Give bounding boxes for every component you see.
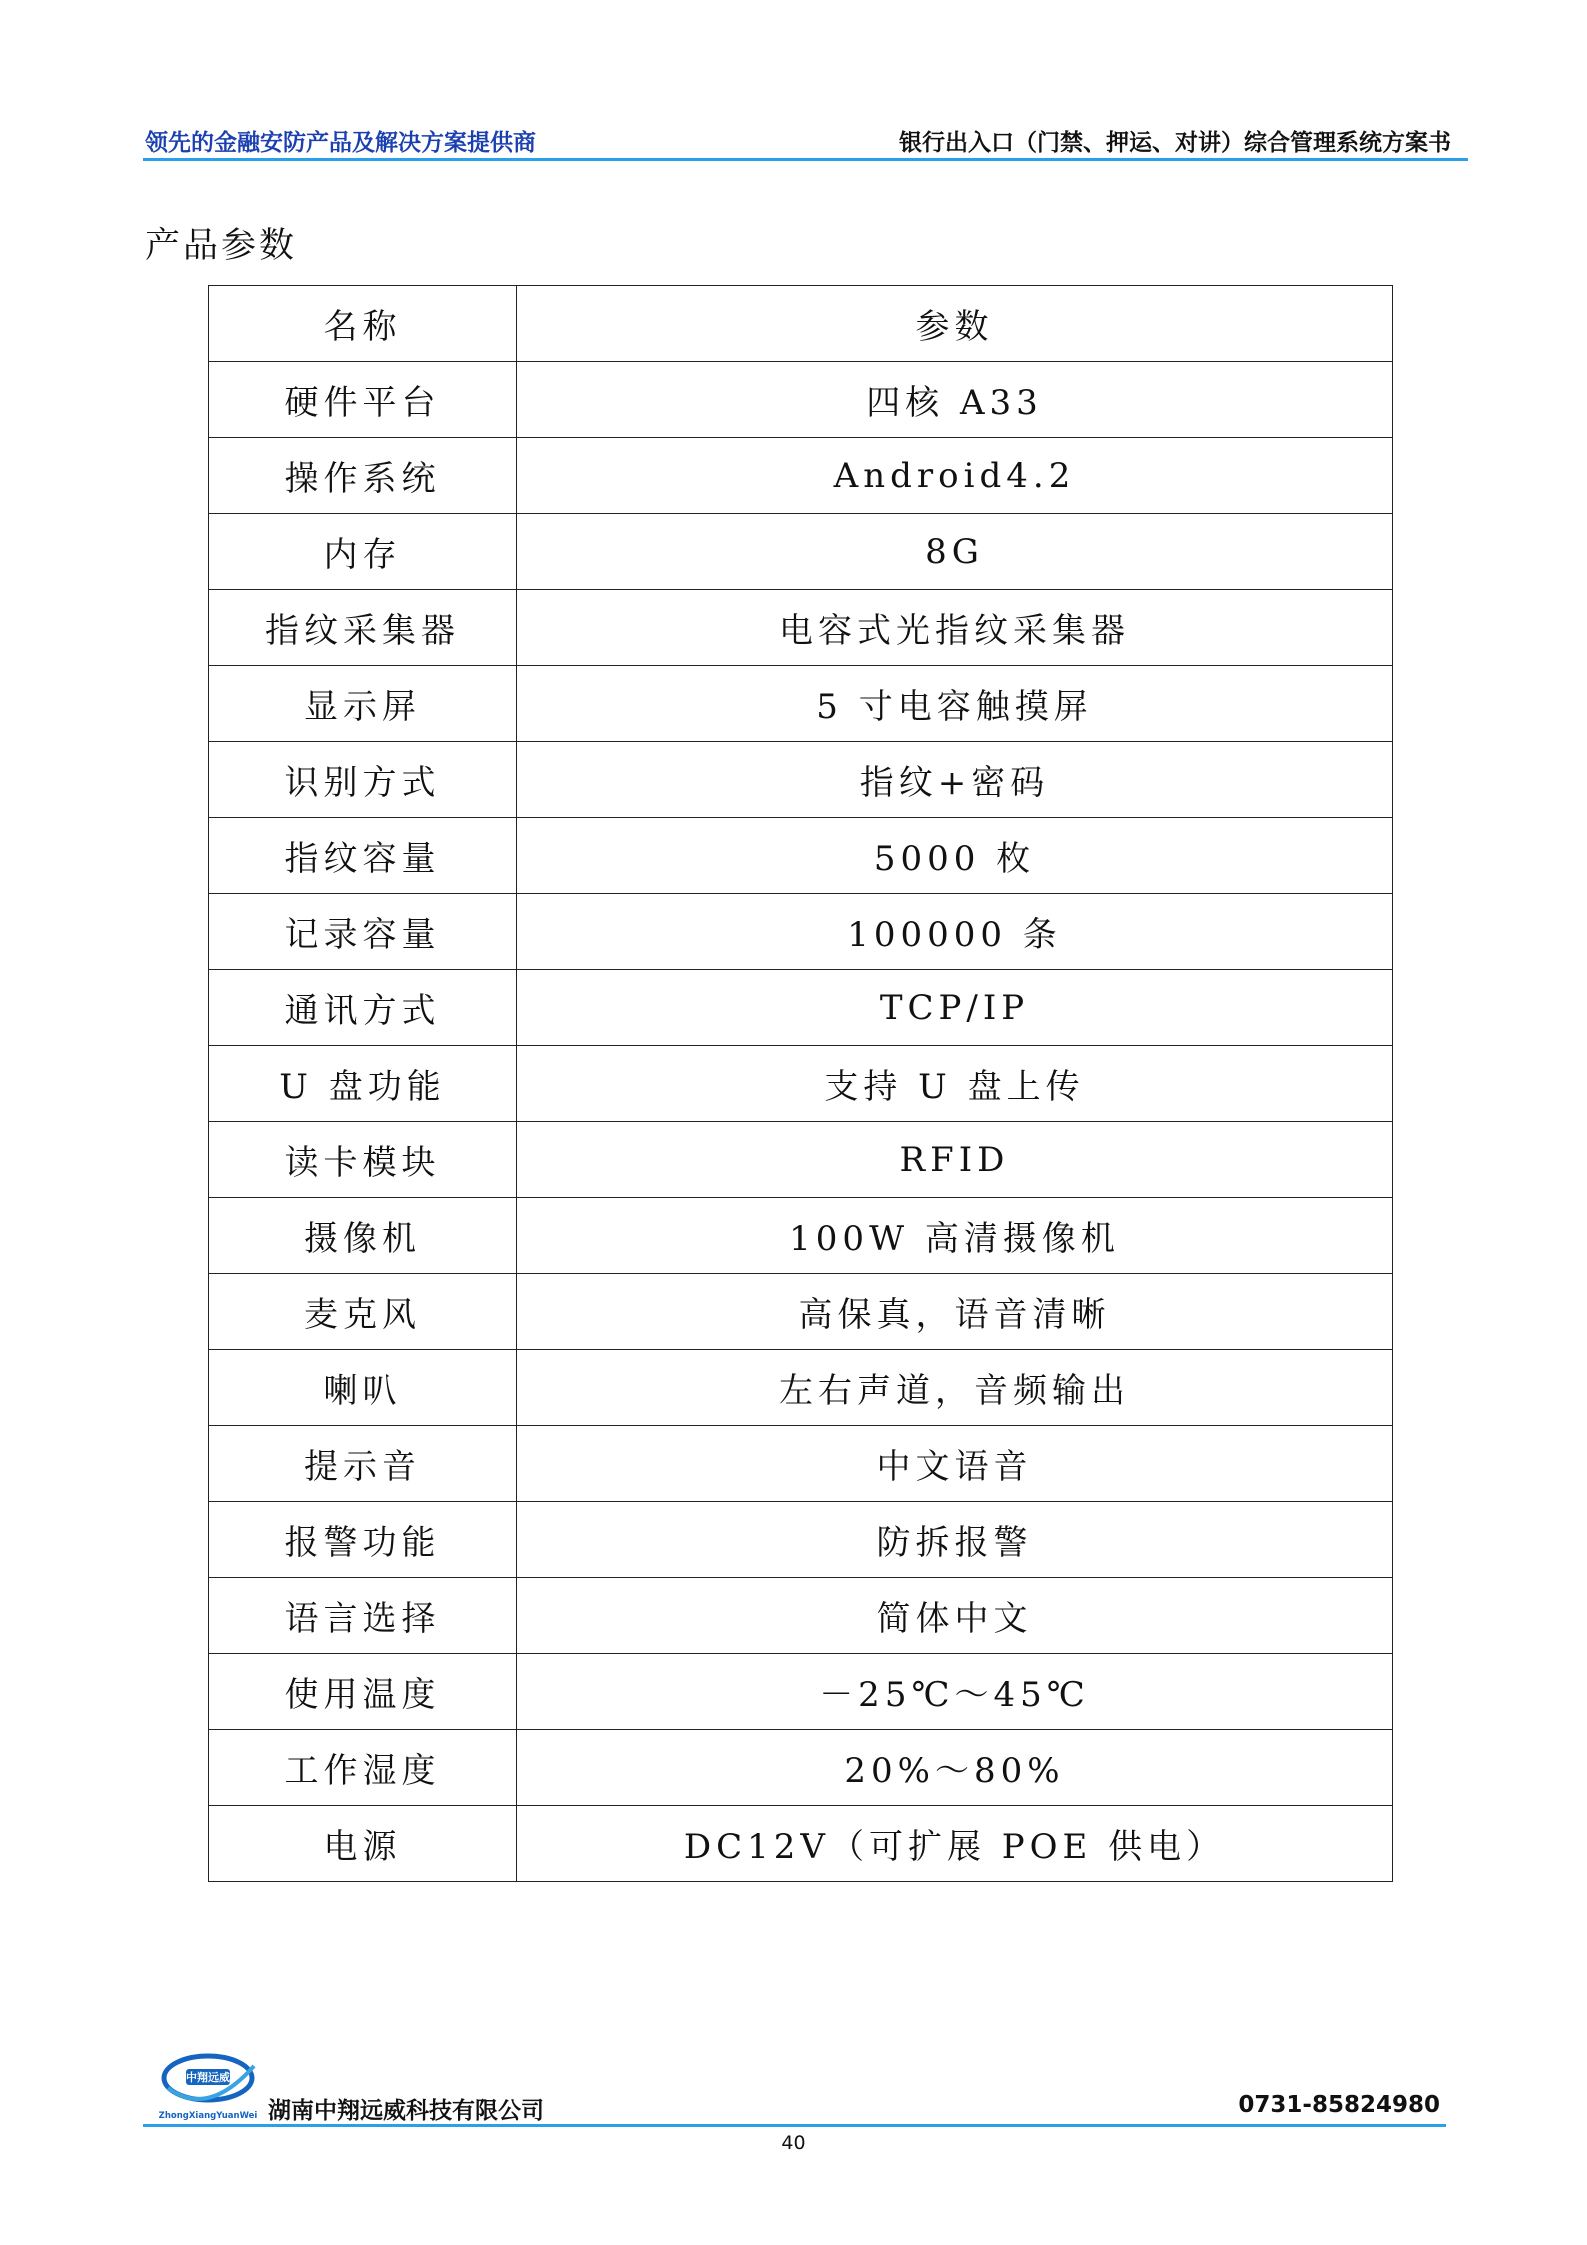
header-document-title: 银行出入口（门禁、押运、对讲）综合管理系统方案书	[899, 130, 1451, 156]
param-value-cell: 20%～80%	[517, 1730, 1393, 1806]
param-value-cell: 简体中文	[517, 1578, 1393, 1654]
page-number: 40	[781, 2132, 806, 2154]
param-name-cell: 操作系统	[209, 438, 517, 514]
logo-text: 中翔远威	[186, 2071, 230, 2084]
param-name-cell: 读卡模块	[209, 1122, 517, 1198]
table-row	[209, 362, 1393, 438]
table-row	[209, 1654, 1393, 1730]
param-name-cell: 识别方式	[209, 742, 517, 818]
product-parameters-table	[208, 285, 1393, 1882]
param-name-cell: 摄像机	[209, 1198, 517, 1274]
param-value-cell: 5000 枚	[517, 818, 1393, 894]
table-row	[209, 1426, 1393, 1502]
param-value-cell: 5 寸电容触摸屏	[517, 666, 1393, 742]
param-name-cell: 麦克风	[209, 1274, 517, 1350]
param-name-cell: 记录容量	[209, 894, 517, 970]
param-name-cell: 使用温度	[209, 1654, 517, 1730]
param-name-cell: 指纹容量	[209, 818, 517, 894]
table-row	[209, 1578, 1393, 1654]
param-value-cell: 100000 条	[517, 894, 1393, 970]
param-value-cell: 左右声道，音频输出	[517, 1350, 1393, 1426]
table-row	[209, 1198, 1393, 1274]
table-row	[209, 514, 1393, 590]
table-row	[209, 970, 1393, 1046]
param-value-cell: －25℃～45℃	[517, 1654, 1393, 1730]
param-value-cell: RFID	[517, 1122, 1393, 1198]
param-name-cell: 电源	[209, 1806, 517, 1882]
table-row	[209, 1122, 1393, 1198]
table-row	[209, 1502, 1393, 1578]
param-value-cell: 高保真，语音清晰	[517, 1274, 1393, 1350]
param-value-cell: TCP/IP	[517, 970, 1393, 1046]
column-header-name: 名称	[209, 286, 517, 362]
footer-company-name: 湖南中翔远威科技有限公司	[268, 2098, 544, 2124]
table-row	[209, 438, 1393, 514]
param-name-cell: 工作湿度	[209, 1730, 517, 1806]
table-row	[209, 590, 1393, 666]
param-name-cell: 报警功能	[209, 1502, 517, 1578]
table-row	[209, 666, 1393, 742]
table-row	[209, 1046, 1393, 1122]
table-row	[209, 1730, 1393, 1806]
param-value-cell: 四核 A33	[517, 362, 1393, 438]
section-title: 产品参数	[145, 226, 298, 266]
table-row	[209, 894, 1393, 970]
param-value-cell: DC12V（可扩展 POE 供电）	[517, 1806, 1393, 1882]
table-row	[209, 1274, 1393, 1350]
param-name-cell: U 盘功能	[209, 1046, 517, 1122]
param-value-cell: Android4.2	[517, 438, 1393, 514]
param-name-cell: 喇叭	[209, 1350, 517, 1426]
param-name-cell: 指纹采集器	[209, 590, 517, 666]
param-value-cell: 100W 高清摄像机	[517, 1198, 1393, 1274]
param-name-cell: 通讯方式	[209, 970, 517, 1046]
table-header-row	[209, 286, 1393, 362]
param-value-cell: 支持 U 盘上传	[517, 1046, 1393, 1122]
param-value-cell: 防拆报警	[517, 1502, 1393, 1578]
param-name-cell: 提示音	[209, 1426, 517, 1502]
param-value-cell: 中文语音	[517, 1426, 1393, 1502]
param-value-cell: 指纹+密码	[517, 742, 1393, 818]
param-name-cell: 硬件平台	[209, 362, 517, 438]
param-name-cell: 内存	[209, 514, 517, 590]
param-name-cell: 显示屏	[209, 666, 517, 742]
logo-subtext: ZhongXiangYuanWei	[158, 2111, 258, 2121]
table-row	[209, 742, 1393, 818]
footer-divider	[143, 2124, 1446, 2127]
column-header-value: 参数	[517, 286, 1393, 362]
company-logo	[150, 2048, 266, 2122]
footer-phone: 0731-85824980	[1238, 2092, 1440, 2118]
header-divider	[143, 158, 1468, 161]
table-row	[209, 1350, 1393, 1426]
param-name-cell: 语言选择	[209, 1578, 517, 1654]
table-row	[209, 818, 1393, 894]
param-value-cell: 电容式光指纹采集器	[517, 590, 1393, 666]
table-row	[209, 1806, 1393, 1882]
param-value-cell: 8G	[517, 514, 1393, 590]
header-tagline: 领先的金融安防产品及解决方案提供商	[145, 130, 536, 156]
